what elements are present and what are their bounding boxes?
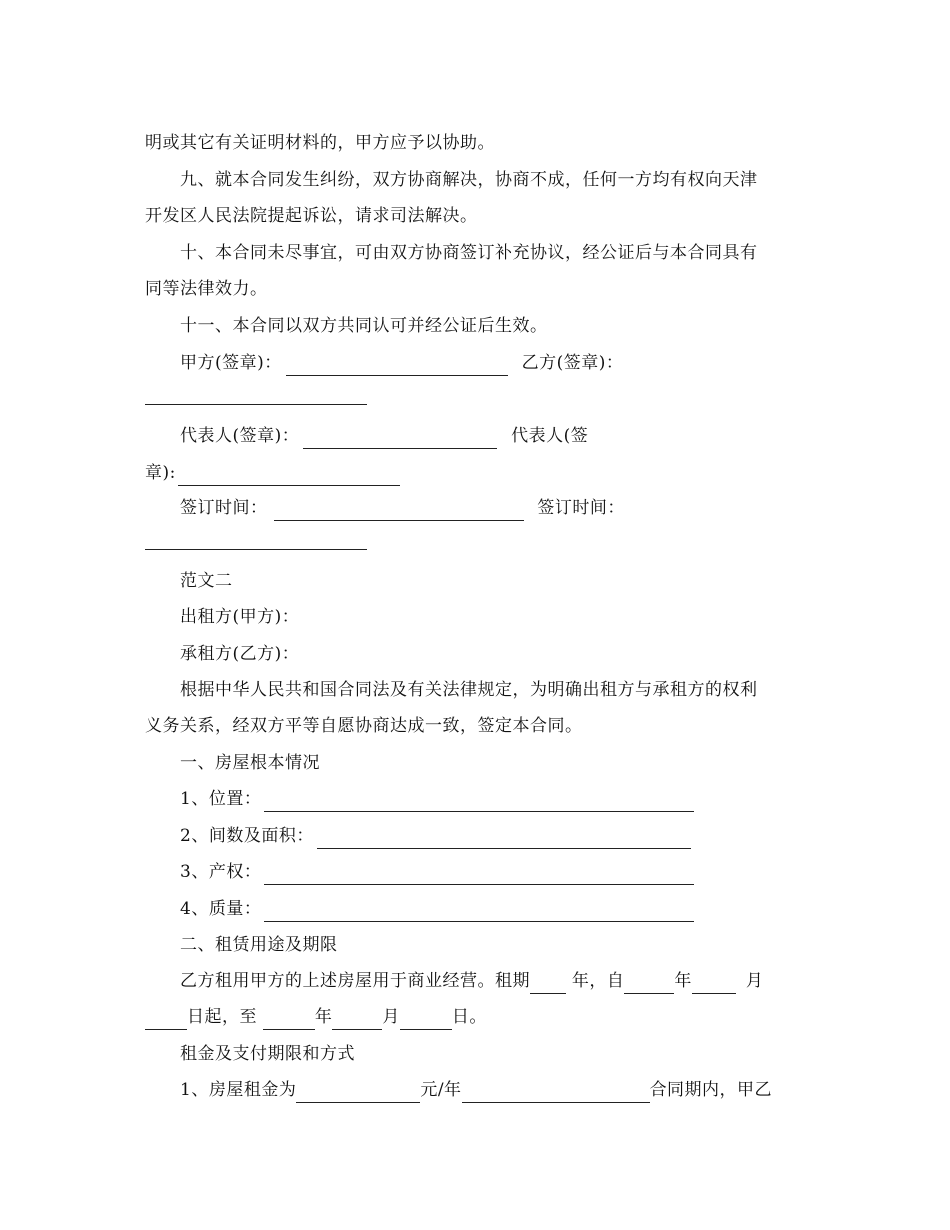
- signature-date-row: [180, 495, 625, 521]
- item-location-label: 1、位置：: [180, 789, 262, 809]
- lease-term-blank: [530, 973, 566, 994]
- usage-text: 日起，至: [187, 1007, 257, 1027]
- rent-text: 1、房屋租金为: [180, 1080, 297, 1100]
- usage-row-cont: [145, 1004, 487, 1030]
- item-rooms-row: [180, 823, 691, 849]
- date-b-blank: [145, 549, 367, 550]
- usage-row: [180, 968, 763, 994]
- item-rooms-blank: [317, 828, 691, 849]
- usage-text: 乙方租用甲方的上述房屋用于商业经营。租期: [180, 971, 530, 991]
- item-quality-row: [180, 896, 694, 922]
- item-quality-label: 4、质量：: [180, 899, 262, 919]
- signature-party-row: [180, 350, 623, 376]
- clause-11-line: 十一、本合同以双方共同认可并经公证后生效。: [180, 316, 548, 336]
- intro-line: 义务关系，经双方平等自愿协商达成一致，签定本合同。: [145, 716, 583, 736]
- rep-b-signature-blank: [178, 465, 400, 486]
- usage-text: 日。: [451, 1007, 487, 1027]
- section-2-title: 二、租赁用途及期限: [180, 935, 338, 955]
- clause-10-line: 十、本合同未尽事宜，可由双方协商签订补充协议，经公证后与本合同具有: [180, 243, 758, 263]
- rent-amount-blank: [296, 1082, 420, 1103]
- usage-text: 年，自: [571, 971, 625, 991]
- item-location-row: [180, 786, 694, 812]
- end-month-blank: [332, 1009, 382, 1030]
- date-a-blank: [274, 500, 524, 521]
- start-month-blank: [692, 973, 736, 994]
- clause-10-line: 同等法律效力。: [145, 279, 268, 299]
- section-3-title: 租金及支付期限和方式: [180, 1044, 355, 1064]
- party-a-signature-blank: [286, 355, 508, 376]
- rep-a-signature-blank: [303, 428, 497, 449]
- date-b-label: 签订时间：: [537, 498, 625, 518]
- lessee-line: 承租方(乙方)：: [180, 644, 300, 664]
- item-rooms-label: 2、间数及面积：: [180, 826, 314, 846]
- usage-text: 月: [745, 971, 764, 991]
- rent-row: [180, 1077, 772, 1103]
- rent-text: 元/年: [420, 1080, 462, 1100]
- rent-extra-blank: [462, 1082, 650, 1103]
- paragraph-line: 明或其它有关证明材料的，甲方应予以协助。: [145, 133, 495, 153]
- party-b-signature-label: 乙方(签章)：: [521, 353, 624, 373]
- start-year-blank: [624, 973, 674, 994]
- item-location-blank: [264, 791, 694, 812]
- item-quality-blank: [264, 901, 694, 922]
- usage-text: 年: [314, 1007, 333, 1027]
- item-property-label: 3、产权：: [180, 862, 262, 882]
- date-a-label: 签订时间：: [180, 498, 268, 518]
- rent-text: 合同期内，甲乙: [649, 1080, 773, 1100]
- intro-line: 根据中华人民共和国合同法及有关法律规定，为明确出租方与承租方的权利: [180, 680, 758, 700]
- lessor-line: 出租方(甲方)：: [180, 607, 300, 627]
- party-b-signature-blank: [145, 404, 367, 405]
- item-property-blank: [264, 864, 694, 885]
- start-day-blank: [145, 1009, 187, 1030]
- usage-text: 月: [382, 1007, 400, 1027]
- clause-9-line: 开发区人民法院提起诉讼，请求司法解决。: [145, 206, 478, 226]
- rep-b-signature-label-cont: 章):: [145, 463, 176, 483]
- section-1-title: 一、房屋根本情况: [180, 753, 320, 773]
- clause-9-line: 九、就本合同发生纠纷，双方协商解决，协商不成，任何一方均有权向天津: [180, 170, 758, 190]
- signature-rep-row-cont: [145, 460, 400, 486]
- rep-b-signature-label: 代表人(签: [511, 426, 589, 446]
- signature-rep-row: [180, 423, 588, 449]
- item-property-row: [180, 859, 694, 885]
- party-a-signature-label: 甲方(签章)：: [180, 353, 282, 373]
- end-year-blank: [263, 1009, 315, 1030]
- end-day-blank: [400, 1009, 452, 1030]
- sample2-title: 范文二: [180, 571, 233, 591]
- usage-text: 年: [674, 971, 692, 991]
- rep-a-signature-label: 代表人(签章)：: [180, 426, 300, 446]
